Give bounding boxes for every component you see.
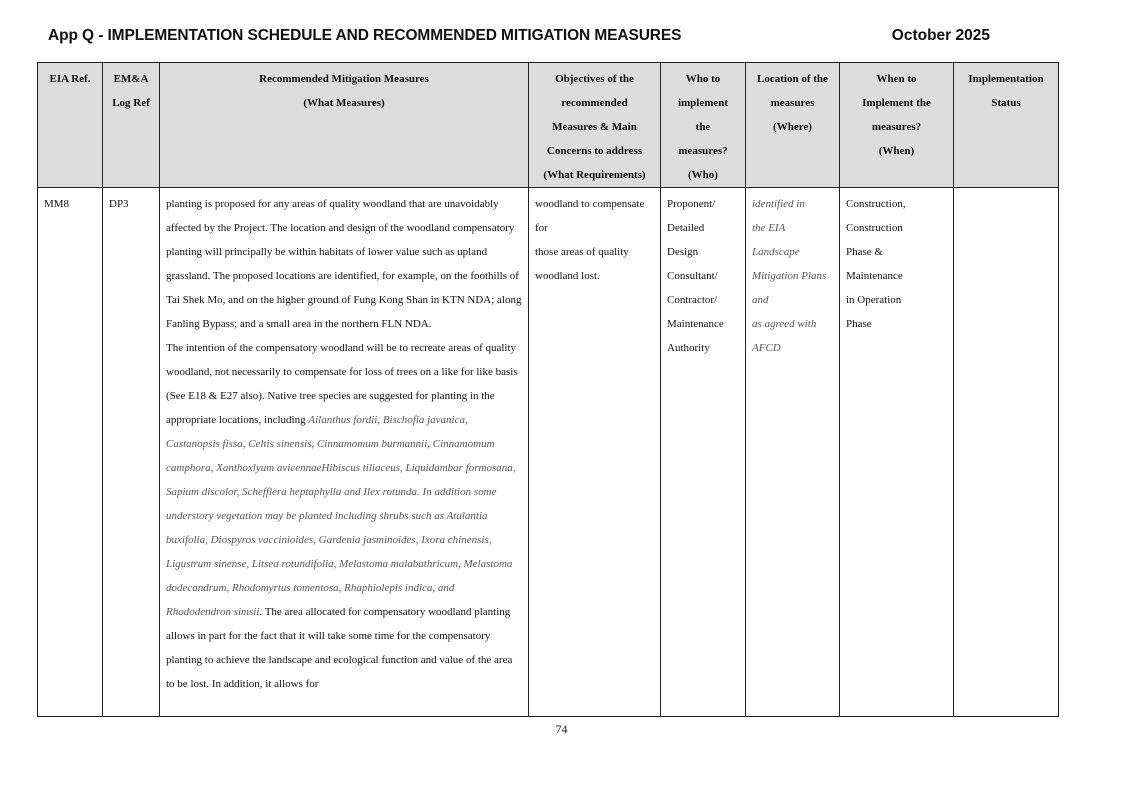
cell-objectives: woodland to compensate for those areas of quality woodland lost.: [529, 188, 661, 717]
column-header-who: Who to implement the measures? (Who): [661, 63, 746, 188]
column-header-objectives: Objectives of the recommended Measures & Main Concerns to address (What Requirements): [529, 63, 661, 188]
cell-measures: [160, 188, 529, 717]
cell-where: identified in the EIA Landscape Mitigation Plans and as agreed with AFCD: [746, 188, 840, 717]
cell-who: Proponent/ Detailed Design Consultant/ Contractor/ Maintenance Authority: [661, 188, 746, 717]
measures-paragraph-2: The intention of the compensatory woodland will be to recreate areas of quality woodland, not necessarily to compensate for loss of trees on a like for like basis (See E18 & E27 also). Native tree species are suggested for planting in the appropriate locations, including Ailanthus fordii, Bischofia javanica, Castanopsis fissa, Celtis sinensis, Cinnamomum burmannii, Cinnamomum camphora, Xanthoxlyum avicennaeHibiscus tiliaceus, Liquidambar formosana, Sapium discolor, Schefflera heptaphylla and Ilex rotunda. In addition some understory vegetation may be planted including shrubs such as Atalantia buxifolia, Diospyros vaccinioides, Gardenia jasminoides, Ixora chinensis, Ligustrum sinense, Litsea rotundifolia, Melastoma malabathricum, Melastoma dodecandrum, Rhodomyrtus tomentosa, Rhaphiolepis indica, and Rhododendron simsii. The area allocated for compensatory woodland planting allows in part for the fact that it will take some time for the compensatory planting to achieve the landscape and ecological function and value of the area to be lost. In addition, it allows for: [166, 342, 518, 690]
cell-eia-ref: MM8: [38, 188, 103, 717]
column-header-when: When to Implement the measures? (When): [840, 63, 954, 188]
cell-log-ref: DP3: [103, 188, 160, 717]
column-header-log-ref: EM&A Log Ref: [103, 63, 160, 188]
document-title: App Q - IMPLEMENTATION SCHEDULE AND RECOMMENDED MITIGATION MEASURES: [48, 27, 682, 44]
column-header-measures: Recommended Mitigation Measures (What Measures): [160, 63, 529, 188]
page-header: [48, 27, 990, 49]
species-list: Ailanthus fordii, Bischofia javanica, Castanopsis fissa, Celtis sinensis, Cinnamomum burmannii, Cinnamomum camphora, Xanthoxlyum avicennaeHibiscus tiliaceus, Liquidambar formosana, Sapium discolor, Schefflera heptaphylla and Ilex rotunda. In addition some understory vegetation may be planted including shrubs such as Atalantia buxifolia, Diospyros vaccinioides, Gardenia jasminoides, Ixora chinensis, Ligustrum sinense, Litsea rotundifolia, Melastoma malabathricum, Melastoma dodecandrum, Rhodomyrtus tomentosa, Rhaphiolepis indica, and Rhododendron simsii: [166, 414, 516, 618]
implementation-schedule-table: [37, 62, 1059, 717]
page-number: 74: [555, 722, 568, 736]
cell-when: Construction, Construction Phase & Maintenance in Operation Phase: [840, 188, 954, 717]
table-row: [38, 188, 1059, 717]
table-header-row: [38, 63, 1059, 188]
measures-paragraph-1: planting is proposed for any areas of quality woodland that are unavoidably affected by the Project. The location and design of the woodland compensatory planting will principally be within habitats of lower value such as upland grassland. The proposed locations are identified, for example, on the foothills of Tai Shek Mo, and on the higher ground of Fung Kong Shan in KTN NDA; along Fanling Bypass; and a small area in the northern FLN NDA.: [166, 198, 522, 330]
cell-status: [954, 188, 1059, 717]
column-header-where: Location of the measures (Where): [746, 63, 840, 188]
column-header-eia-ref: EIA Ref.: [38, 63, 103, 188]
column-header-status: Implementation Status: [954, 63, 1059, 188]
document-date: October 2025: [891, 27, 990, 44]
